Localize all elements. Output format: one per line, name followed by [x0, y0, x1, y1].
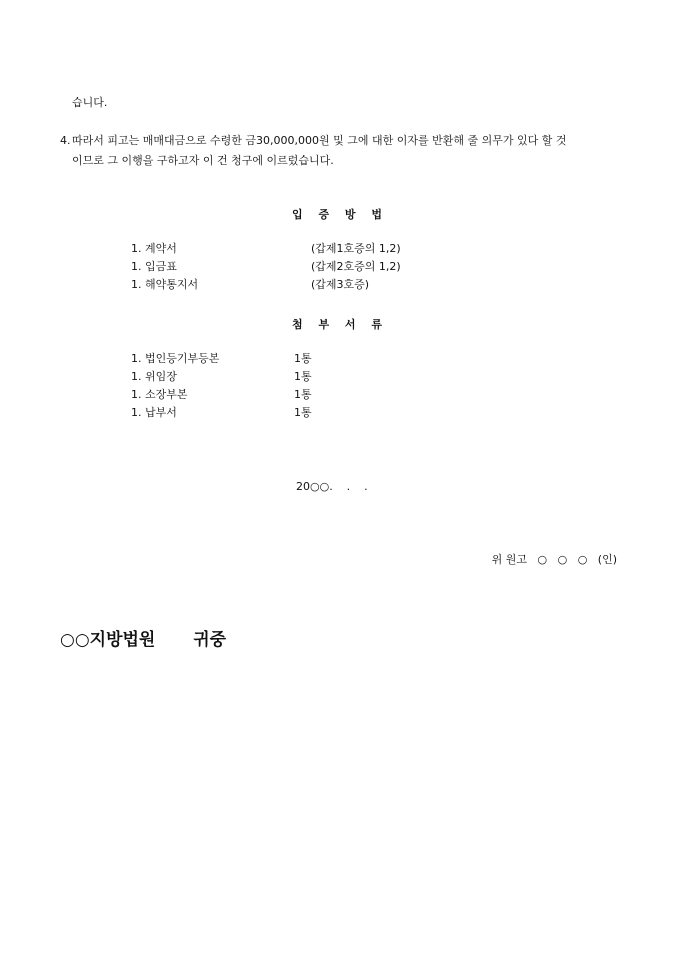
clause-4 — [60, 131, 635, 171]
evidence-item-label: 1. 계약서 — [131, 242, 177, 255]
evidence-item-label: 1. 해약통지서 — [131, 278, 199, 291]
attachment-item-label: 1. 납부서 — [131, 406, 177, 419]
court-name: ○○지방법원 — [60, 630, 156, 650]
evidence-item-ref: (갑제2호증의 1,2) — [311, 260, 401, 273]
clause-number: 4. — [60, 134, 71, 147]
court-addressee — [60, 625, 226, 650]
filing-date: 20○○. . . — [296, 480, 368, 493]
attachment-item-count: 1통 — [294, 352, 312, 365]
attachment-item-count: 1통 — [294, 406, 312, 419]
attachments-heading: 첨 부 서 류 — [292, 318, 388, 331]
attachment-item-count: 1통 — [294, 388, 312, 401]
evidence-item-label: 1. 입금표 — [131, 260, 177, 273]
plaintiff-signature: 위 원고 ○ ○ ○ (인) — [491, 553, 617, 566]
court-suffix: 귀중 — [193, 630, 227, 650]
attachment-item-label: 1. 위임장 — [131, 370, 177, 383]
evidence-item-ref: (갑제3호증) — [311, 278, 370, 291]
attachment-item-label: 1. 법인등기부등본 — [131, 352, 220, 365]
intro-tail-text: 습니다. — [72, 96, 108, 109]
clause-line-1: 따라서 피고는 매매대금으로 수령한 금30,000,000원 및 그에 대한 이자를 반환해 줄 의무가 있다 할 것 — [72, 134, 567, 147]
evidence-heading: 입 증 방 법 — [292, 208, 388, 221]
evidence-item-ref: (갑제1호증의 1,2) — [311, 242, 401, 255]
attachment-item-count: 1통 — [294, 370, 312, 383]
clause-line-2: 이므로 그 이행을 구하고자 이 건 청구에 이르렀습니다. — [72, 154, 334, 167]
attachment-item-label: 1. 소장부본 — [131, 388, 188, 401]
